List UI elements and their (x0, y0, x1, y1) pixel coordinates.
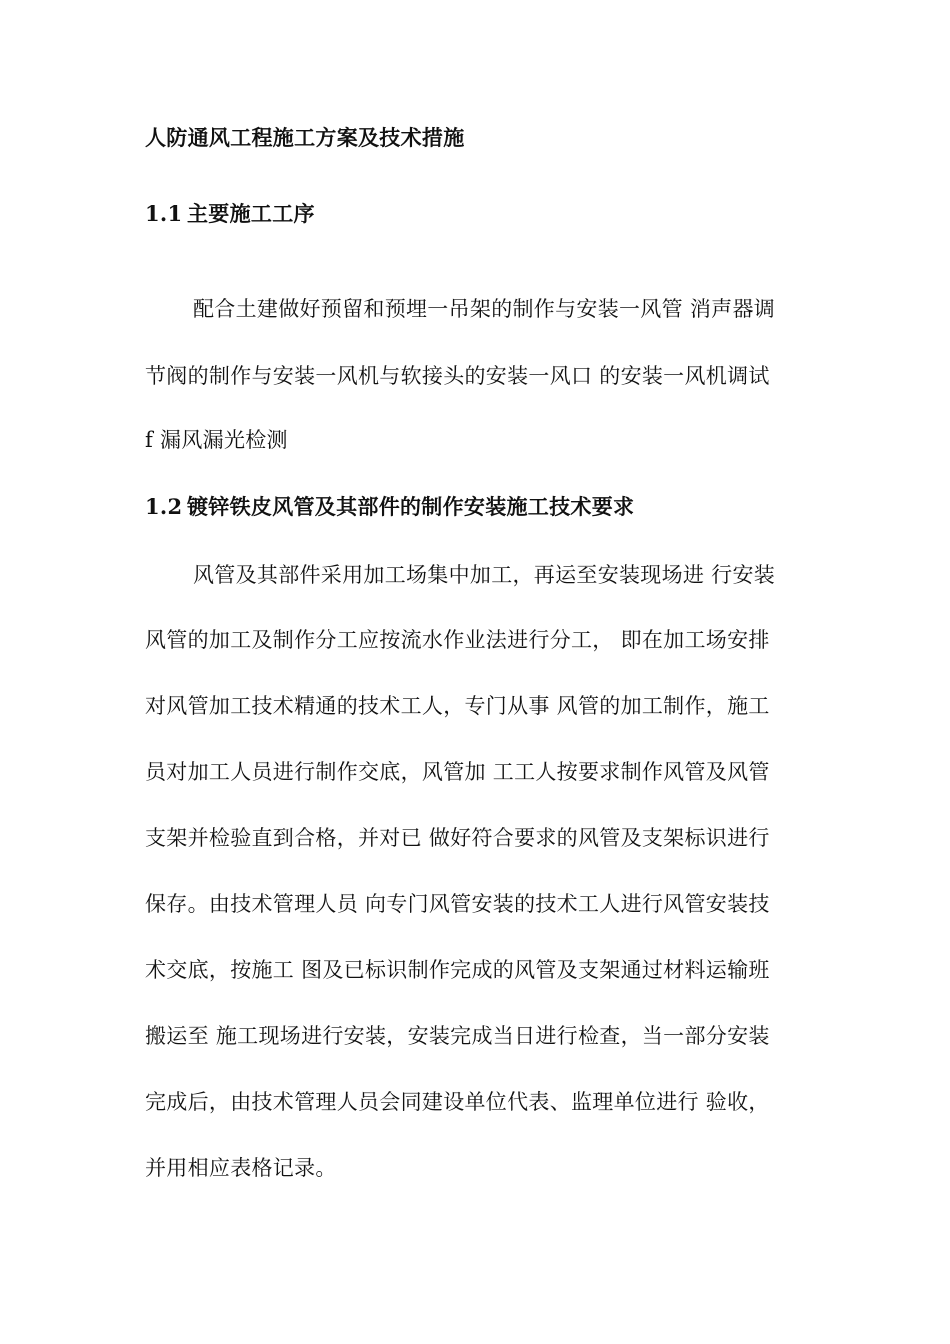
paragraph-line: 支架并检验直到合格，并对已 做好符合要求的风管及支架标识进行 (145, 826, 770, 850)
paragraph-line: 完成后，由技术管理人员会同建设单位代表、监理单位进行 验收， (145, 1090, 770, 1114)
section-heading-1-1 (145, 200, 315, 228)
paragraph-line: 并用相应表格记录。 (145, 1156, 337, 1180)
paragraph-line: 对风管加工技术精通的技术工人，专门从事 风管的加工制作，施工 (145, 694, 770, 718)
paragraph-line: f 漏风漏光检测 (145, 428, 288, 452)
paragraph-line: 员对加工人员进行制作交底，风管加 工工人按要求制作风管及风管 (145, 760, 770, 784)
section-number: 1.2 (145, 494, 183, 519)
section-heading-1-2 (145, 493, 634, 521)
paragraph-line: 术交底，按施工 图及已标识制作完成的风管及支架通过材料运输班 (145, 958, 770, 982)
paragraph-line: 节阀的制作与安装一风机与软接头的安装一风口 的安装一风机调试 (145, 364, 770, 388)
paragraph-line: 保存。由技术管理人员 向专门风管安装的技术工人进行风管安装技 (145, 892, 770, 916)
section-title: 主要施工工序 (187, 201, 315, 226)
paragraph-line: 风管及其部件采用加工场集中加工，再运至安装现场进 行安装 (193, 563, 776, 587)
paragraph-line: 搬运至 施工现场进行安装，安装完成当日进行检查，当一部分安装 (145, 1024, 770, 1048)
section-title: 镀锌铁皮风管及其部件的制作安装施工技术要求 (187, 494, 635, 519)
paragraph-line: 风管的加工及制作分工应按流水作业法进行分工， 即在加工场安排 (145, 628, 770, 652)
section-number: 1.1 (145, 201, 183, 226)
document-title: 人防通风工程施工方案及技术措施 (145, 125, 465, 150)
paragraph-line: 配合土建做好预留和预埋一吊架的制作与安装一风管 消声器调 (193, 297, 776, 321)
